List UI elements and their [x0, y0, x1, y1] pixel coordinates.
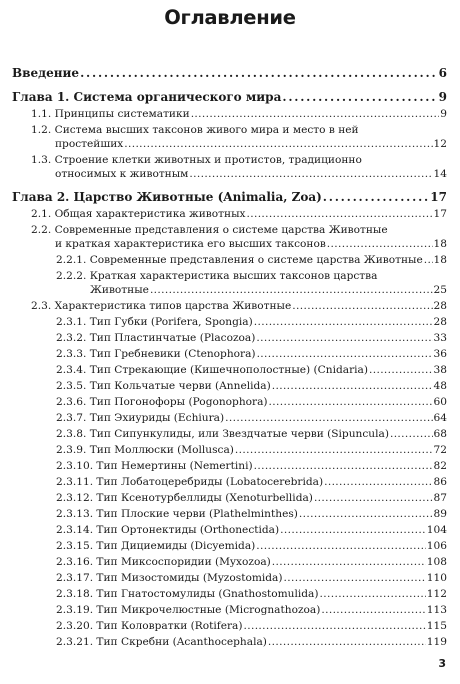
- toc-entry[interactable]: [12, 475, 447, 489]
- toc-entry-title: Животные: [90, 284, 149, 296]
- toc-entry-title: 2.3.9. Тип Моллюски (Mollusca): [56, 444, 234, 456]
- toc-page-number: 18: [433, 238, 447, 250]
- toc-page-number: 6: [438, 66, 447, 80]
- toc-chapter-entry[interactable]: [12, 190, 447, 205]
- toc-entry-title: 2.3.13. Тип Плоские черви (Plathelminthes): [56, 508, 298, 520]
- dot-leader: [282, 90, 437, 105]
- dot-leader: [424, 253, 433, 267]
- toc-entry-title: 2.3.20. Тип Коловратки (Rotifera): [56, 620, 243, 632]
- dot-leader: [256, 331, 432, 345]
- toc-page-number: 112: [426, 588, 447, 600]
- toc-entry[interactable]: [12, 315, 447, 329]
- toc-entry-title: 2.3.15. Тип Дициемиды (Dicyemida): [56, 540, 256, 552]
- toc-entry[interactable]: [12, 379, 447, 393]
- dot-leader: [268, 635, 426, 649]
- dot-leader: [314, 491, 433, 505]
- toc-entry-title: 2.3.19. Тип Микрочелюстные (Micrognathozoa): [56, 604, 321, 616]
- toc-entry[interactable]: [12, 395, 447, 409]
- dot-leader: [269, 395, 433, 409]
- toc-page-number: 12: [433, 138, 447, 150]
- toc-page-number: 68: [433, 428, 447, 440]
- toc-entry-title: Глава 1. Система органического мира: [12, 90, 282, 104]
- toc-page-number: 87: [433, 492, 447, 504]
- toc-entry[interactable]: [12, 587, 447, 601]
- dot-leader: [323, 190, 430, 205]
- toc-entry[interactable]: [12, 153, 447, 181]
- toc-entry[interactable]: [12, 269, 447, 297]
- toc-page-number: 60: [433, 396, 447, 408]
- toc-entry[interactable]: [12, 539, 447, 553]
- toc-entry-title: 2.2.2. Краткая характеристика высших таксонов царства: [56, 270, 378, 282]
- dot-leader: [246, 207, 432, 221]
- toc-entry-title: 2.3. Характеристика типов царства Животные: [31, 300, 292, 312]
- toc-page-number: 28: [433, 316, 447, 328]
- dot-leader: [189, 167, 432, 181]
- toc-entry[interactable]: [12, 347, 447, 361]
- dot-leader: [324, 475, 432, 489]
- toc-entry[interactable]: [12, 443, 447, 457]
- toc-entry[interactable]: [12, 107, 447, 121]
- toc-page-number: 82: [433, 460, 447, 472]
- toc-entry-title: 2.3.8. Тип Сипункулиды, или Звездчатые черви (Sipuncula): [56, 428, 389, 440]
- dot-leader: [272, 379, 433, 393]
- toc-entry-title: 2.3.21. Тип Скребни (Acanthocephala): [56, 636, 267, 648]
- toc-entry-title: 1.3. Строение клетки животных и протистов, традиционно: [31, 154, 362, 166]
- toc-page-number: 14: [433, 168, 447, 180]
- dot-leader: [257, 347, 433, 361]
- toc-entry-title: относимых к животным: [55, 168, 189, 180]
- toc-entry-title: 2.3.1. Тип Губки (Porifera, Spongia): [56, 316, 253, 328]
- toc-entry-title: 2.3.7. Тип Эхиуриды (Echiura): [56, 412, 225, 424]
- toc-page-number: 18: [433, 254, 447, 266]
- toc-entry-title: простейших: [55, 138, 124, 150]
- toc-entry-title: 1.2. Система высших таксонов живого мира и место в ней: [31, 124, 359, 136]
- toc-chapter-entry[interactable]: [12, 90, 447, 105]
- toc-page-number: 38: [433, 364, 447, 376]
- dot-leader: [256, 539, 425, 553]
- toc-entry-title: 2.3.3. Тип Гребневики (Ctenophora): [56, 348, 256, 360]
- dot-leader: [124, 137, 432, 151]
- toc-page-number: 17: [433, 208, 447, 220]
- toc-entry-title: 2.3.10. Тип Немертины (Nemertini): [56, 460, 253, 472]
- toc-entry[interactable]: [12, 523, 447, 537]
- toc-entry[interactable]: [12, 491, 447, 505]
- page-number: 3: [438, 657, 446, 670]
- toc-entry[interactable]: [12, 635, 447, 649]
- toc-entry-title: 2.2.1. Современные представления о системе царства Животные: [56, 254, 423, 266]
- toc-entry[interactable]: [12, 603, 447, 617]
- toc-entry-title: 2.1. Общая характеристика животных: [31, 208, 246, 220]
- toc-entry-title: 2.3.6. Тип Погонофоры (Pogonophora): [56, 396, 268, 408]
- toc-entry[interactable]: [12, 123, 447, 151]
- toc-entry[interactable]: [12, 411, 447, 425]
- toc-page-number: 9: [438, 90, 447, 104]
- dot-leader: [390, 427, 433, 441]
- dot-leader: [243, 619, 425, 633]
- toc-entry-title: 2.3.5. Тип Кольчатые черви (Annelida): [56, 380, 271, 392]
- dot-leader: [292, 299, 432, 313]
- dot-leader: [80, 66, 438, 81]
- toc-entry-title: 2.3.18. Тип Гнатостомулиды (Gnathostomulida): [56, 588, 319, 600]
- toc-entry[interactable]: [12, 299, 447, 313]
- toc-page-number: 36: [433, 348, 447, 360]
- toc-page-number: 113: [426, 604, 447, 616]
- toc-entry[interactable]: [12, 207, 447, 221]
- toc-page-number: 119: [426, 636, 447, 648]
- dot-leader: [284, 571, 426, 585]
- toc-entry-title: Введение: [12, 66, 80, 80]
- toc-entry-title: 2.3.17. Тип Мизостомиды (Myzostomida): [56, 572, 283, 584]
- dot-leader: [225, 411, 432, 425]
- toc-entry[interactable]: [12, 223, 447, 251]
- dot-leader: [235, 443, 433, 457]
- toc-entry[interactable]: [12, 427, 447, 441]
- toc-page-number: 25: [433, 284, 447, 296]
- toc-page-number: 108: [426, 556, 447, 568]
- toc-page-number: 9: [440, 108, 447, 120]
- dot-leader: [254, 459, 433, 473]
- toc-entry[interactable]: [12, 253, 447, 267]
- toc-entry[interactable]: [12, 555, 447, 569]
- toc-entry[interactable]: [12, 331, 447, 345]
- toc-entry[interactable]: [12, 459, 447, 473]
- toc-entry[interactable]: [12, 507, 447, 521]
- toc-page-number: 104: [426, 524, 447, 536]
- toc-page-number: 106: [426, 540, 447, 552]
- toc-entry-title: 2.3.14. Тип Ортонектиды (Orthonectida): [56, 524, 280, 536]
- toc-entry-title: 2.3.12. Тип Ксенотурбеллиды (Xenoturbellida): [56, 492, 313, 504]
- page-title: Оглавление: [164, 6, 296, 29]
- dot-leader: [150, 283, 433, 297]
- toc-page-number: 115: [426, 620, 447, 632]
- dot-leader: [280, 523, 426, 537]
- toc-entry-title: 1.1. Принципы систематики: [31, 108, 190, 120]
- toc-page-number: 64: [433, 412, 447, 424]
- toc-page-number: 110: [426, 572, 447, 584]
- toc-entry[interactable]: [12, 363, 447, 377]
- toc-page-number: 89: [433, 508, 447, 520]
- toc-entry[interactable]: [12, 619, 447, 633]
- dot-leader: [369, 363, 433, 377]
- dot-leader: [321, 603, 425, 617]
- toc-entry-title: 2.2. Современные представления о системе царства Животные: [31, 224, 388, 236]
- toc-entry-title: и краткая характеристика его высших таксонов: [55, 238, 326, 250]
- toc-page-number: 72: [433, 444, 447, 456]
- table-of-contents: [12, 60, 447, 649]
- toc-page-number: 48: [433, 380, 447, 392]
- toc-page-number: 33: [433, 332, 447, 344]
- toc-entry-title: 2.3.11. Тип Лобатоцеребриды (Lobatocerebrida): [56, 476, 324, 488]
- toc-entry-title: 2.3.4. Тип Стрекающие (Кишечнополостные) (Cnidaria): [56, 364, 368, 376]
- toc-page-number: 28: [433, 300, 447, 312]
- dot-leader: [299, 507, 433, 521]
- toc-page-number: 17: [430, 190, 447, 204]
- toc-entry[interactable]: [12, 571, 447, 585]
- toc-entry-title: Глава 2. Царство Животные (Animalia, Zoa): [12, 190, 322, 204]
- toc-page-number: 86: [433, 476, 447, 488]
- dot-leader: [254, 315, 433, 329]
- dot-leader: [327, 237, 433, 251]
- toc-chapter-entry[interactable]: [12, 66, 447, 81]
- toc-entry-title: 2.3.16. Тип Миксоспоридии (Myxozoa): [56, 556, 271, 568]
- dot-leader: [320, 587, 426, 601]
- dot-leader: [191, 107, 440, 121]
- toc-entry-title: 2.3.2. Тип Пластинчатые (Placozoa): [56, 332, 256, 344]
- dot-leader: [272, 555, 426, 569]
